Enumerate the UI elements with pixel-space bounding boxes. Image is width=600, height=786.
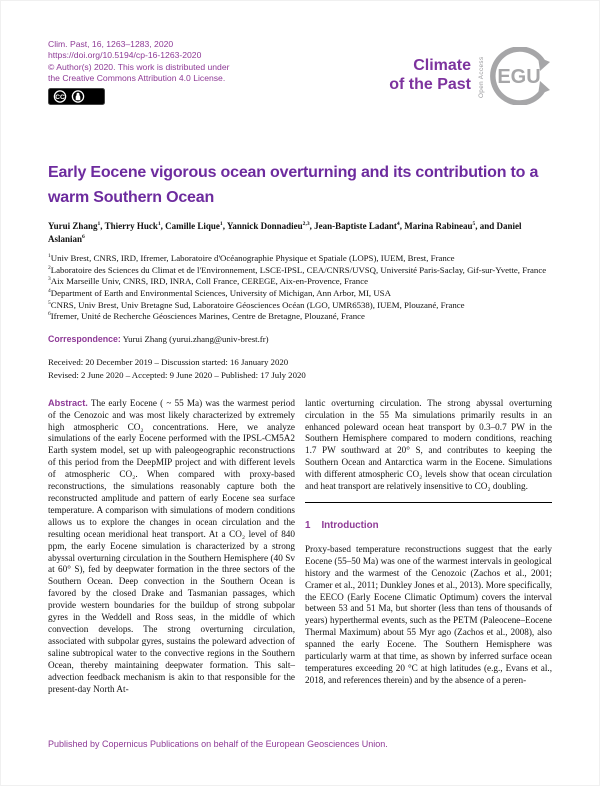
affiliation-item: $^2$Laboratoire des Sciences du Climat et de l'Environnement, LSCE-IPSL, CEA/CNRS/UVSQ, Université Paris-Saclay, Gif-sur-Yvette, France [48,264,547,275]
article-title: Early Eocene vigorous ocean overturning and its contribution to a warm Southern Ocean [48,164,539,207]
affiliation-item: $^6$Ifremer, Unité de Recherche Géosciences Marines, Centre de Bretagne, Plouzané, France [48,311,365,322]
body-column-right [305,398,552,732]
dates-received-line: Received: 20 December 2019 – Discussion started: 16 January 2020 [48,356,289,367]
open-access-label: Open Access [478,56,485,98]
journal-citation: Clim. Past, 16, 1263–1283, 2020 [48,39,174,49]
license-line-2: the Creative Commons Attribution 4.0 License. [48,72,226,83]
section-title: Introduction [321,520,379,531]
journal-branding [389,47,552,110]
cc-by-badge-icon[interactable] [48,88,229,110]
abstract-text-part2: lantic overturning circulation. The strong abyssal overturning circulation in the 55 Ma simulations primarily results in an enhanced poleward ocean heat transport by 0.3–0.7 PW in the Southern Hemisphere compared to modern conditions, reaching 1.7 PW southward at 20° S, and contributes to keeping the Southern Ocean and Antarctica warm in the Eocene. Simulations with different atmospheric CO₂ levels show that ocean circulation and heat transport are relatively insensitive to CO₂ doubling. [305,397,552,492]
svg-text:CC: CC [55,94,65,102]
license-line-1: © Author(s) 2020. This work is distributed under [48,61,230,72]
section-number: 1 [305,520,311,531]
correspondence-label: Correspondence: [48,333,121,344]
correspondence-line [48,333,552,345]
dates-revised-line: Revised: 2 June 2020 – Accepted: 9 June 2020 – Published: 17 July 2020 [48,369,306,380]
abstract-label: Abstract. [48,397,88,408]
doi-link[interactable]: https://doi.org/10.5194/cp-16-1263-2020 [48,50,202,61]
egu-logo-icon [488,47,552,110]
body-columns [48,398,552,732]
abstract-text-part1: The early Eocene ( ~ 55 Ma) was the warmest period of the Cenozoic and was most likely characterized by extremely high atmospheric CO₂ concentrations. Here, we analyze simulations of the early Eocene performed with the IPSL-CM5A2 Earth system model, set up with paleogeographic reconstructions of this period from the DeepMIP project and with different levels of atmospheric CO₂. When compared with proxy-based reconstructions, the simulations reasonably capture both the reconstructed amplitude and pattern of early Eocene sea surface temperature. A comparison with simulations of modern conditions allows us to explore the changes in ocean circulation and the resulting ocean meridional heat transport. At a CO₂ level of 840 ppm, the early Eocene simulation is characterized by a strong abyssal overturning circulation in the Southern Hemisphere (40 Sv at 60° S), fed by deepwater formation in the three sectors of the Southern Ocean. Deep convection in the Southern Ocean is favored by the closed Drake and Tasmanian passages, which provide western boundaries for the buildup of strong subpolar gyres in the Weddell and Ross seas, in the middle of which convection develops. The strong overturning circulation, associated with subpolar gyres, sustains the poleward advection of saline subtropical water to the convective regions in the Southern Ocean, thereby maintaining deepwater formation. This salt–advection feedback mechanism is akin to that responsible for the present-day North At- [48,397,296,694]
page-header [48,39,552,110]
header-meta-block [48,39,229,110]
affiliation-item: $^4$Department of Earth and Environmental Sciences, University of Michigan, Ann Arbor, MI, USA [48,287,391,298]
journal-name [389,56,471,94]
affiliation-item: $^1$Univ Brest, CNRS, IRD, Ifremer, Laboratoire d'Océanographie Physique et Spatiale (LOPS), IUEM, Brest, France [48,253,455,264]
publisher-footer: Published by Copernicus Publications on behalf of the European Geosciences Union. [48,739,388,749]
correspondence-text: Yurui Zhang (yurui.zhang@univ-brest.fr) [122,333,269,344]
journal-name-line2: of the Past [389,76,471,93]
publication-dates [48,356,552,382]
svg-text:EGU: EGU [497,66,541,88]
journal-name-line1: Climate [413,57,471,74]
introduction-heading [305,520,552,532]
affiliation-item: $^5$CNRS, Univ Brest, Univ Bretagne Sud, Laboratoire Géosciences Océan (LGO, UMR6538), IUEM, Plouzané, France [48,299,465,310]
affiliation-item: $^3$Aix Marseille Univ, CNRS, IRD, INRA, Coll France, CEREGE, Aix-en-Provence, France [48,276,369,287]
section-divider [305,502,552,503]
affiliation-list [48,253,552,323]
author-list: Yurui Zhang$^1$, Thierry Huck$^1$, Camille Lique$^1$, Yannick Donnadieu$^{2,3}$, Jean-Baptiste Ladant$^4$, Marina Rabineau$^5$, and Daniel Aslanian$^6$ [48,221,522,244]
abstract-column-left [48,398,295,732]
introduction-text: Proxy-based temperature reconstructions suggest that the early Eocene (55–50 Ma) was one of the warmest intervals in geological history and the warmest of the Cenozoic (Zachos et al., 2001; Cramer et al., 2011; Dunkley Jones et al., 2013). More specifically, the EECO (Early Eocene Climatic Optimum) covers the interval between 53 and 51 Ma, but shorter (less than tens of thousands of years) hyperthermal events, such as the PETM (Paleocene–Eocene Thermal Maximum) about 55 Myr ago (Zachos et al., 2008), also spanned the early Eocene. The Southern Hemisphere was particularly warm at that time, as shown by inferred surface ocean temperatures exceeding 20 °C at high latitudes (e.g., Evans et al., 2018, and references therein) and by the absence of a peren- [305,543,552,685]
